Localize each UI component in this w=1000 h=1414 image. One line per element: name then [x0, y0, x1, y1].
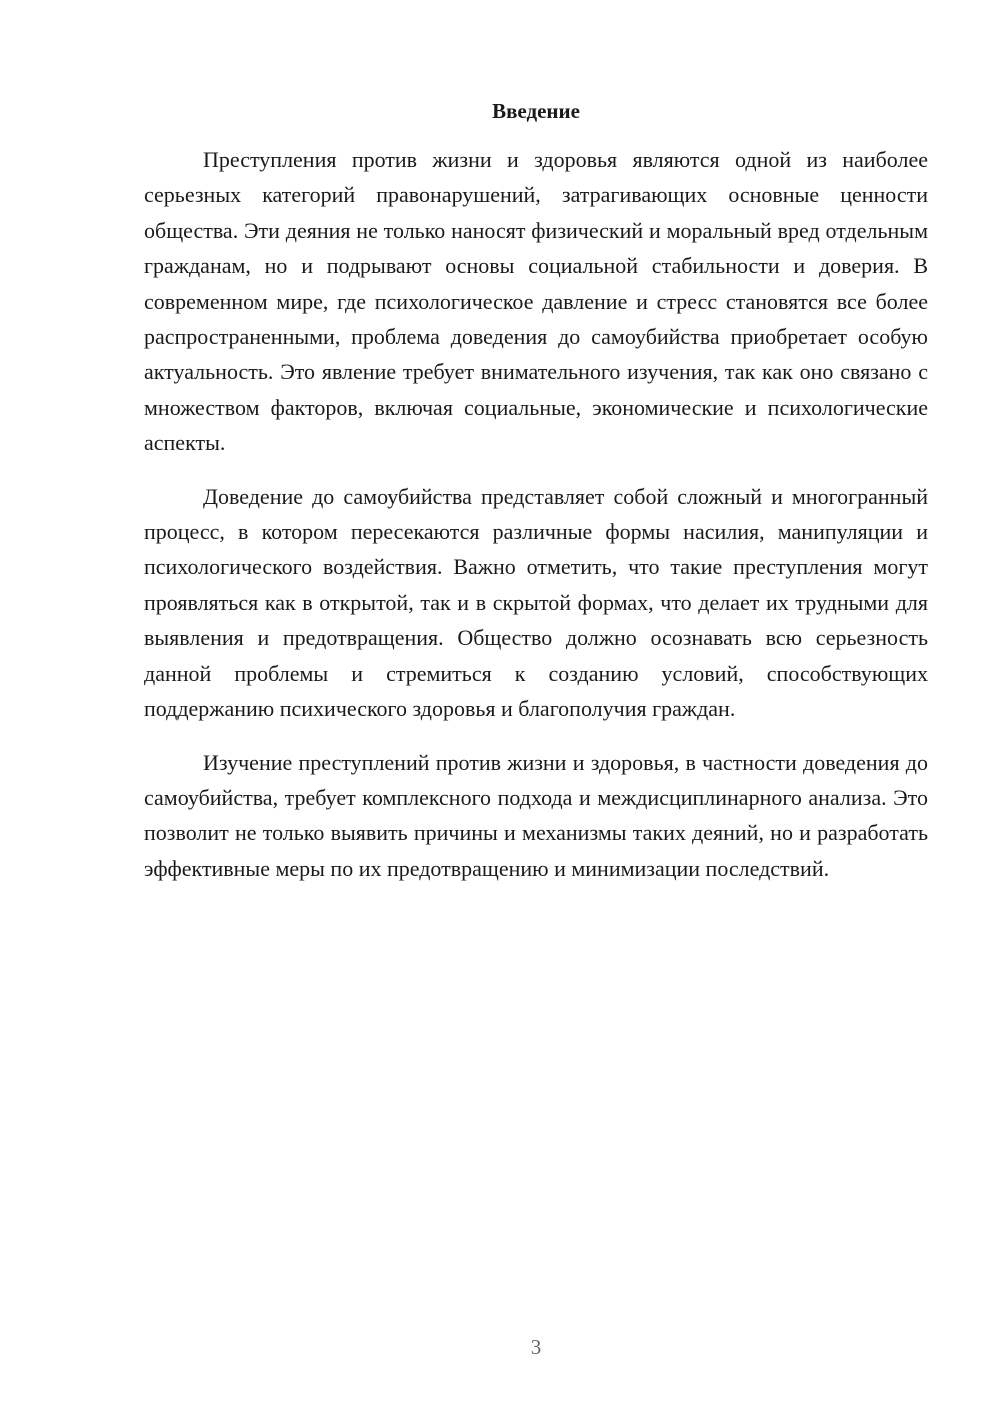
page-title: Введение [492, 99, 580, 123]
paragraph-3: Изучение преступлений против жизни и здоровья, в частности доведения до самоубийства, требует комплексного подхода и междисциплинарного анализа. Это позволит не только выявить причины и механизмы таких деяний, но и разработать эффективные меры по их предотвращению и минимизации последствий. [144, 749, 928, 881]
paragraph-1: Преступления против жизни и здоровья являются одной из наиболее серьезных категорий правонарушений, затрагивающих основные ценности общества. Эти деяния не только наносят физический и моральный вред отдельным гражданам, но и подрывают основы социальной стабильности и доверия. В современном мире, где психологическое давление и стресс становятся все более распространенными, проблема доведения до самоубийства приобретает особую актуальность. Это явление требует внимательного изучения, так как оно связано с множеством факторов, включая социальные, экономические и психологические аспекты. [144, 147, 928, 456]
document-body [144, 142, 928, 904]
page-number: 3 [530, 1335, 542, 1359]
paragraph-2: Доведение до самоубийства представляет собой сложный и многогранный процесс, в котором пересекаются различные формы насилия, манипуляции и психологического воздействия. Важно отметить, что такие преступления могут проявляться как в открытой, так и в скрытой формах, что делает их трудными для выявления и предотвращения. Общество должно осознавать всю серьезность данной проблемы и стремиться к созданию условий, способствующих поддержанию психического здоровья и благополучия граждан. [144, 483, 928, 722]
